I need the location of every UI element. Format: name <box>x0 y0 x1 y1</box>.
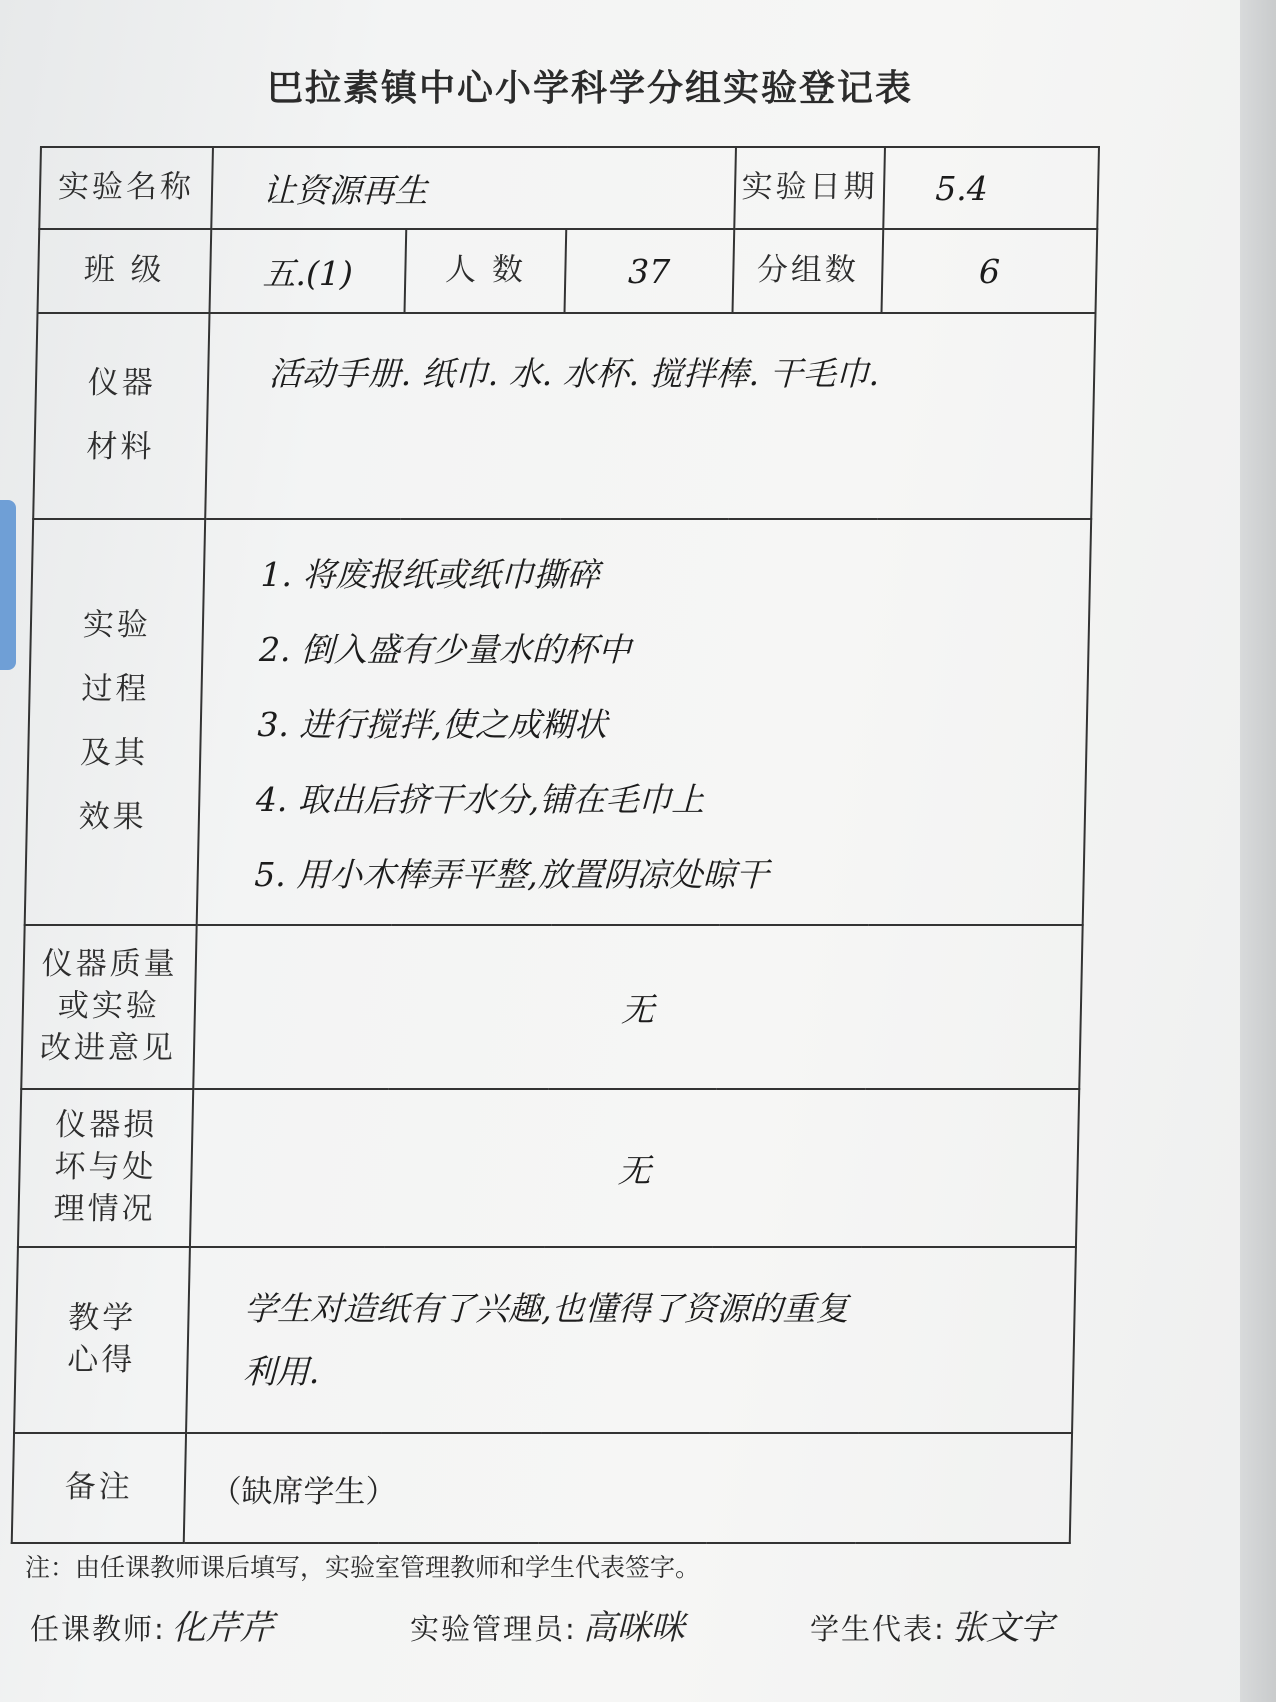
teacher-label: 任课教师: <box>30 1612 166 1646</box>
quality-label-line: 改进意见 <box>39 1029 177 1066</box>
process-label-line: 过程 <box>81 671 150 708</box>
materials-label <box>33 313 209 519</box>
process-step: 3. 进行搅拌,使之成糊状 <box>257 704 608 744</box>
student-count-label: 人 数 <box>405 229 566 313</box>
row-remarks <box>12 1433 1072 1543</box>
quality-label-line: 或实验 <box>57 988 161 1025</box>
process-label <box>25 519 205 925</box>
damage-label <box>18 1089 193 1247</box>
remarks-value: （缺席学生） <box>183 1433 1072 1543</box>
remarks-label: 备注 <box>12 1433 186 1543</box>
process-label-line: 及其 <box>79 735 149 771</box>
admin-name: 高咪咪 <box>582 1608 685 1648</box>
row-reflection <box>14 1247 1076 1433</box>
damage-value: 无 <box>190 1089 1080 1247</box>
admin-label: 实验管理员: <box>410 1612 577 1646</box>
materials-label-line: 仪器 <box>87 365 157 402</box>
registration-table <box>11 146 1100 1544</box>
process-steps <box>196 519 1091 925</box>
damage-label-line: 坏与处 <box>54 1149 157 1186</box>
experiment-date-value: 5.4 <box>884 147 1099 229</box>
damage-label-line: 仪器损 <box>54 1107 158 1144</box>
reflection-value <box>186 1247 1076 1433</box>
process-step: 2. 倒入盛有少量水的杯中 <box>258 629 632 669</box>
reflection-label-line: 心得 <box>67 1342 136 1378</box>
admin-signature <box>410 1600 810 1649</box>
row-experiment-name <box>39 147 1099 229</box>
class-value: 五.(1) <box>209 229 406 313</box>
materials-label-line: 材料 <box>86 429 155 465</box>
reflection-line: 利用. <box>242 1351 320 1391</box>
reflection-label-line: 教学 <box>67 1300 137 1337</box>
row-quality <box>21 925 1082 1089</box>
quality-label-line: 仪器质量 <box>41 946 179 983</box>
process-step: 5. 用小木棒弄平整,放置阴凉处晾干 <box>253 854 770 894</box>
group-count-value: 6 <box>882 229 1097 313</box>
group-count-label: 分组数 <box>732 229 883 313</box>
blue-clip <box>0 500 16 670</box>
experiment-name-label: 实验名称 <box>39 147 212 229</box>
process-step: 4. 取出后挤干水分,铺在毛巾上 <box>255 779 705 819</box>
teacher-signature <box>30 1600 410 1649</box>
teacher-name: 化芹芹 <box>171 1608 274 1648</box>
signature-row <box>30 1600 1150 1649</box>
form-title: 巴拉素镇中心小学科学分组实验登记表 <box>266 68 913 109</box>
row-damage <box>18 1089 1079 1247</box>
process-step: 1. 将废报纸或纸巾撕碎 <box>260 554 601 594</box>
row-materials <box>33 313 1095 519</box>
reflection-label <box>14 1247 190 1433</box>
row-process <box>25 519 1092 925</box>
student-label: 学生代表: <box>810 1612 946 1646</box>
footnote: 注：由任课教师课后填写，实验室管理教师和学生代表签字。 <box>25 1553 701 1582</box>
quality-label <box>21 925 196 1089</box>
quality-value: 无 <box>193 925 1083 1089</box>
damage-label-line: 理情况 <box>53 1190 156 1227</box>
row-class <box>38 229 1098 313</box>
class-label: 班 级 <box>38 229 211 313</box>
process-label-line: 实验 <box>82 607 152 644</box>
student-signature <box>810 1600 1054 1649</box>
materials-value: 活动手册. 纸巾. 水. 水杯. 搅拌棒. 干毛巾. <box>205 313 1096 519</box>
experiment-name-value: 让资源再生 <box>211 147 736 229</box>
student-name: 张文宇 <box>951 1608 1054 1648</box>
paper-edge <box>1240 0 1276 1702</box>
process-label-line: 效果 <box>78 798 148 835</box>
experiment-date-label: 实验日期 <box>734 147 885 229</box>
student-count-value: 37 <box>564 229 733 313</box>
reflection-line: 学生对造纸有了兴趣,也懂得了资源的重复 <box>243 1289 850 1328</box>
